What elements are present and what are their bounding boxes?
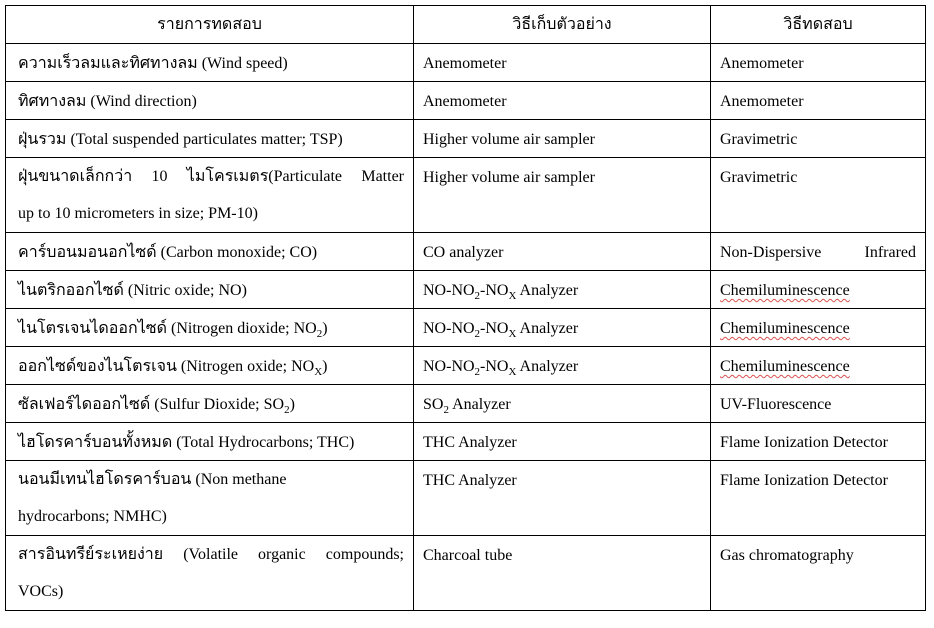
test-item-cell: ไฮโดรคาร์บอนทั้งหมด (Total Hydrocarbons; THC) — [6, 423, 414, 461]
sampling-text: -NO — [480, 282, 509, 299]
subscript: 2 — [443, 404, 449, 416]
method-cell: Gas chromatography — [711, 536, 926, 611]
sampling-cell: Higher volume air sampler — [414, 120, 711, 158]
table-row — [6, 385, 926, 423]
test-item-cell: ทิศทางลม (Wind direction) — [6, 82, 414, 120]
method-cell: UV-Fluorescence — [711, 385, 926, 423]
sampling-text: SO — [423, 396, 444, 413]
test-item-line-2: VOCs) — [18, 583, 64, 600]
sampling-text: -NO — [480, 320, 509, 337]
test-item-line-2: hydrocarbons; NMHC) — [18, 508, 167, 525]
subscript: 2 — [474, 366, 481, 378]
table-row — [6, 82, 926, 120]
test-item-text: ) — [322, 320, 328, 337]
subscript: 2 — [284, 404, 290, 416]
header-test-item: รายการทดสอบ — [6, 6, 414, 44]
method-cell: Gravimetric — [711, 158, 926, 233]
sampling-cell: Higher volume air sampler — [414, 158, 711, 233]
test-item-cell: คาร์บอนมอนอกไซด์ (Carbon monoxide; CO) — [6, 233, 414, 271]
method-cell: Non-Dispersive Infrared — [711, 233, 926, 271]
sampling-cell: Charcoal tube — [414, 536, 711, 611]
table-row — [6, 536, 926, 611]
table-row — [6, 423, 926, 461]
sampling-text: Analyzer — [516, 282, 579, 299]
test-item-text: ) — [322, 358, 328, 375]
test-item-cell — [6, 536, 414, 611]
test-item-text: ไนโตรเจนไดออกไซด์ (Nitrogen dioxide; NO — [18, 320, 317, 337]
header-test-method: วิธีทดสอบ — [711, 6, 926, 44]
sampling-text: NO-NO — [423, 282, 475, 299]
sampling-cell: Anemometer — [414, 82, 711, 120]
test-item-line-1: ฝุ่นขนาดเล็กกว่า 10 ไมโครเมตร(Particulate Matter — [18, 168, 404, 185]
method-cell — [711, 347, 926, 385]
table-row — [6, 309, 926, 347]
test-item-cell — [6, 385, 414, 423]
sampling-cell — [414, 309, 711, 347]
subscript: 2 — [316, 328, 323, 340]
method-cell — [711, 271, 926, 309]
method-cell: Gravimetric — [711, 120, 926, 158]
test-item-text: ออกไซด์ของไนโตรเจน (Nitrogen oxide; NO — [18, 358, 315, 375]
method-cell: Flame Ionization Detector — [711, 423, 926, 461]
subscript: X — [508, 366, 517, 378]
method-cell: Anemometer — [711, 82, 926, 120]
sampling-cell: CO analyzer — [414, 233, 711, 271]
test-item-cell — [6, 158, 414, 233]
table-row — [6, 461, 926, 536]
subscript: X — [314, 366, 323, 378]
subscript: X — [508, 290, 517, 302]
test-item-cell: ฝุ่นรวม (Total suspended particulates matter; TSP) — [6, 120, 414, 158]
table-row — [6, 44, 926, 82]
table-header-row — [6, 6, 926, 44]
sampling-cell — [414, 385, 711, 423]
sampling-cell: THC Analyzer — [414, 461, 711, 536]
header-sampling-method: วิธีเก็บตัวอย่าง — [414, 6, 711, 44]
test-item-cell — [6, 309, 414, 347]
test-item-line-1: สารอินทรีย์ระเหยง่าย (Volatile organic compounds; — [18, 546, 404, 563]
subscript: 2 — [474, 290, 481, 302]
sampling-cell — [414, 271, 711, 309]
test-item-text: ) — [289, 396, 295, 413]
subscript: 2 — [474, 328, 481, 340]
method-cell: Flame Ionization Detector — [711, 461, 926, 536]
sampling-text: Analyzer — [516, 320, 579, 337]
test-item-cell — [6, 347, 414, 385]
table-row — [6, 233, 926, 271]
test-item-cell: ความเร็วลมและทิศทางลม (Wind speed) — [6, 44, 414, 82]
sampling-text: NO-NO — [423, 358, 475, 375]
sampling-text: Analyzer — [516, 358, 579, 375]
sampling-cell: Anemometer — [414, 44, 711, 82]
sampling-text: -NO — [480, 358, 509, 375]
method-cell — [711, 309, 926, 347]
table-row — [6, 347, 926, 385]
sampling-text: Analyzer — [448, 396, 511, 413]
table-row — [6, 271, 926, 309]
sampling-text: NO-NO — [423, 320, 475, 337]
spellcheck-underlined-text: Chemiluminescence — [720, 320, 850, 337]
test-item-line-1: นอนมีเทนไฮโดรคาร์บอน (Non methane — [18, 471, 287, 488]
air-quality-test-methods-table — [5, 5, 926, 611]
test-item-cell: ไนตริกออกไซด์ (Nitric oxide; NO) — [6, 271, 414, 309]
sampling-cell: THC Analyzer — [414, 423, 711, 461]
test-item-cell — [6, 461, 414, 536]
table-row — [6, 158, 926, 233]
spellcheck-underlined-text: Chemiluminescence — [720, 282, 850, 299]
test-item-line-2: up to 10 micrometers in size; PM-10) — [18, 205, 258, 222]
test-item-text: ซัลเฟอร์ไดออกไซด์ (Sulfur Dioxide; SO — [18, 396, 285, 413]
sampling-cell — [414, 347, 711, 385]
table-row — [6, 120, 926, 158]
spellcheck-underlined-text: Chemiluminescence — [720, 358, 850, 375]
subscript: X — [508, 328, 517, 340]
method-cell: Anemometer — [711, 44, 926, 82]
